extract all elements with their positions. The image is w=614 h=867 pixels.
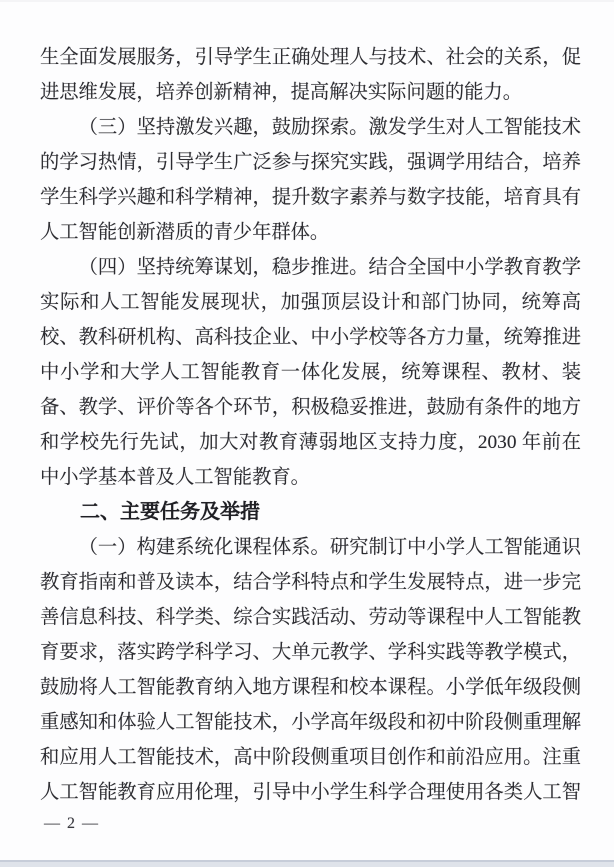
- text-line: 实际和人工智能发展现状，加强顶层设计和部门协同，统筹高: [40, 292, 581, 313]
- text-line: 备、教学、评价等各个环节，积极稳妥推进，鼓励有条件的地方: [40, 397, 581, 418]
- page-number: — 2 —: [44, 815, 100, 832]
- text-line: 鼓励将人工智能教育纳入地方课程和校本课程。小学低年级段侧: [40, 677, 581, 698]
- text-line: （三）坚持激发兴趣，鼓励探索。激发学生对人工智能技术: [78, 117, 581, 138]
- text-line: 学生科学兴趣和科学精神，提升数字素养与数字技能，培育具有: [40, 187, 581, 208]
- text-line: 人工智能教育应用伦理，引导中小学生科学合理使用各类人工智: [40, 782, 581, 803]
- text-line: 中小学基本普及人工智能教育。: [40, 467, 310, 488]
- text-line: 人工智能创新潜质的青少年群体。: [40, 222, 330, 243]
- text-line: 的学习热情，引导学生广泛参与探究实践，强调学用结合，培养: [40, 152, 581, 173]
- text-line: （四）坚持统筹谋划，稳步推进。结合全国中小学教育教学: [78, 257, 581, 278]
- text-line: （一）构建系统化课程体系。研究制订中小学人工智能通识: [78, 537, 581, 558]
- text-line: 进思维发展，培养创新精神，提高解决实际问题的能力。: [40, 82, 523, 103]
- scan-top-edge: [0, 0, 614, 2]
- text-line: 善信息科技、科学类、综合实践活动、劳动等课程中人工智能教: [40, 607, 581, 628]
- text-line: 重感知和体验人工智能技术，小学高年级段和初中阶段侧重理解: [40, 712, 581, 733]
- text-line: 校、教科研机构、高科技企业、中小学校等各方力量，统筹推进: [40, 327, 581, 348]
- text-line: 生全面发展服务，引导学生正确处理人与技术、社会的关系，促: [40, 47, 581, 68]
- text-line: 和应用人工智能技术，高中阶段侧重项目创作和前沿应用。注重: [40, 747, 581, 768]
- text-line: 育要求，落实跨学科学习、大单元教学、学科实践等教学模式，: [40, 642, 581, 663]
- text-line: 和学校先行先试，加大对教育薄弱地区支持力度，2030 年前在: [40, 432, 581, 453]
- text-line: 中小学和大学人工智能教育一体化发展，统筹课程、教材、装: [40, 362, 581, 383]
- text-line: 教育指南和普及读本，结合学科特点和学生发展特点，进一步完: [40, 572, 581, 593]
- section-heading: 二、主要任务及举措: [80, 501, 260, 523]
- document-body: [40, 40, 581, 810]
- scanner-edge-band: [0, 860, 614, 867]
